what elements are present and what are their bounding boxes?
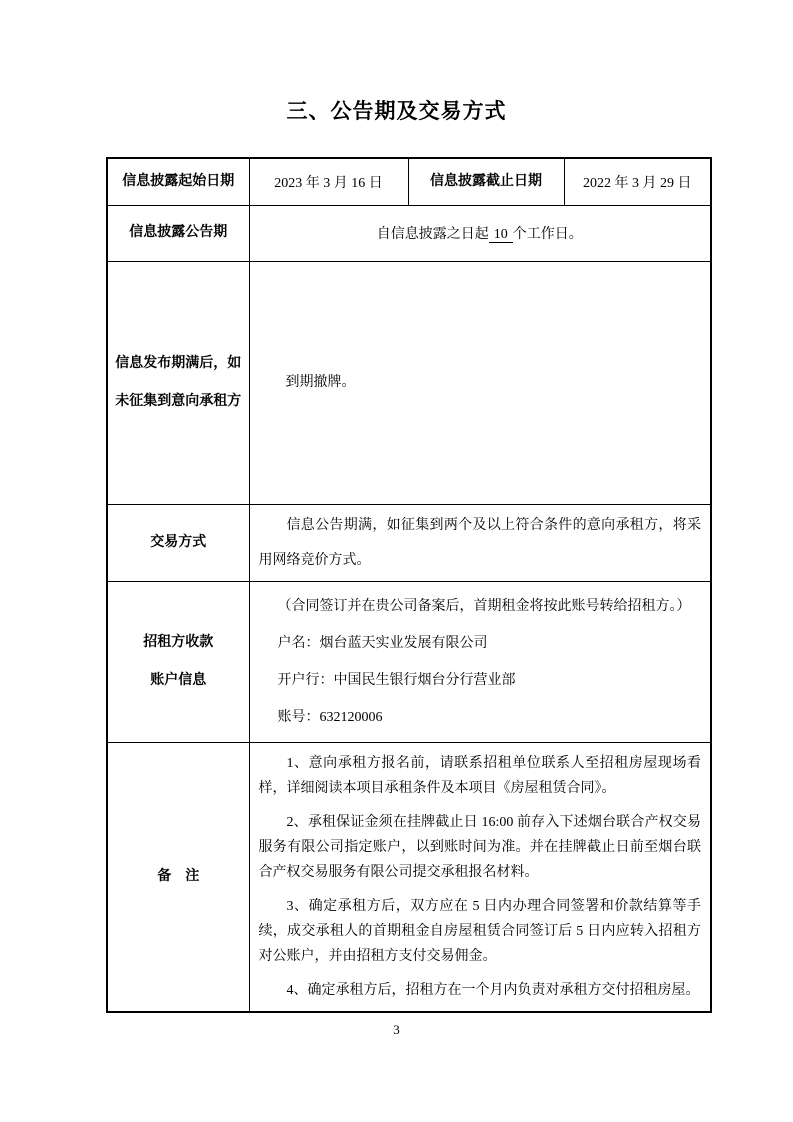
account-note-line: （合同签订并在贵公司备案后，首期租金将按此账号转给招租方。） <box>277 598 691 614</box>
expire-action-cell <box>249 261 711 504</box>
remark-paragraph-1: 1、意向承租方报名前，请联系招租单位联系人至招租房屋现场看样，详细阅读本项目承租条件及本项目《房屋租赁合同》。 <box>258 755 701 796</box>
account-info-label-line1: 招租方收款 <box>143 634 214 650</box>
account-info-cell <box>249 581 711 742</box>
table-row-disclosure-dates <box>107 158 711 205</box>
disclosure-end-label: 信息披露截止日期 <box>408 158 564 205</box>
disclosure-start-label: 信息披露起始日期 <box>107 158 249 205</box>
announce-period-suffix: 个工作日。 <box>512 227 583 242</box>
announcement-table <box>106 157 712 1013</box>
remark-paragraph-3: 3、确定承租方后，双方应在 5 日内办理合同签署和价款结算等手续，成交承租人的首期租金自房屋租赁合同签订后 5 日内应转入招租方对公账户，并由招租方支付交易佣金。 <box>258 898 701 964</box>
trade-method-cell <box>249 504 711 581</box>
remarks-cell <box>249 742 711 1012</box>
account-holder-line: 户名：烟台蓝天实业发展有限公司 <box>277 635 488 651</box>
remark-paragraph-2: 2、承租保证金须在挂牌截止日 16:00 前存入下述烟台联合产权交易服务有限公司指定账户，以到账时间为准。并在挂牌截止日前至烟台联合产权交易服务有限公司提交承租报名材料。 <box>258 814 701 880</box>
trade-method-value: 信息公告期满，如征集到两个及以上符合条件的意向承租方，将采用网络竞价方式。 <box>258 517 701 568</box>
table-row-expire-action <box>107 261 711 504</box>
announce-period-value <box>249 205 711 261</box>
disclosure-end-value: 2022 年 3 月 29 日 <box>564 158 711 205</box>
trade-method-label: 交易方式 <box>107 504 249 581</box>
remarks-label: 备 注 <box>107 742 249 1012</box>
account-bank-line: 开户行：中国民生银行烟台分行营业部 <box>277 672 516 688</box>
remark-paragraph-4: 4、确定承租方后，招租方在一个月内负责对承租方交付招租房屋。 <box>286 982 700 998</box>
page-number: 3 <box>393 1022 400 1037</box>
account-number-line: 账号：632120006 <box>277 709 383 725</box>
account-info-label <box>107 581 249 742</box>
table-row-trade-method <box>107 504 711 581</box>
table-row-account-info <box>107 581 711 742</box>
disclosure-start-value: 2023 年 3 月 16 日 <box>249 158 408 205</box>
announce-period-prefix: 自信息披露之日起 <box>376 227 489 242</box>
account-info-label-line2: 账户信息 <box>150 672 207 688</box>
expire-action-label: 信息发布期满后，如未征集到意向承租方 <box>107 261 249 504</box>
announce-period-label: 信息披露公告期 <box>107 205 249 261</box>
section-title: 三、公告期及交易方式 <box>286 99 507 123</box>
expire-action-value: 到期撤牌。 <box>285 374 356 390</box>
table-row-announce-period <box>107 205 711 261</box>
announce-period-days-underlined: 10 <box>489 227 513 243</box>
table-row-remarks <box>107 742 711 1012</box>
